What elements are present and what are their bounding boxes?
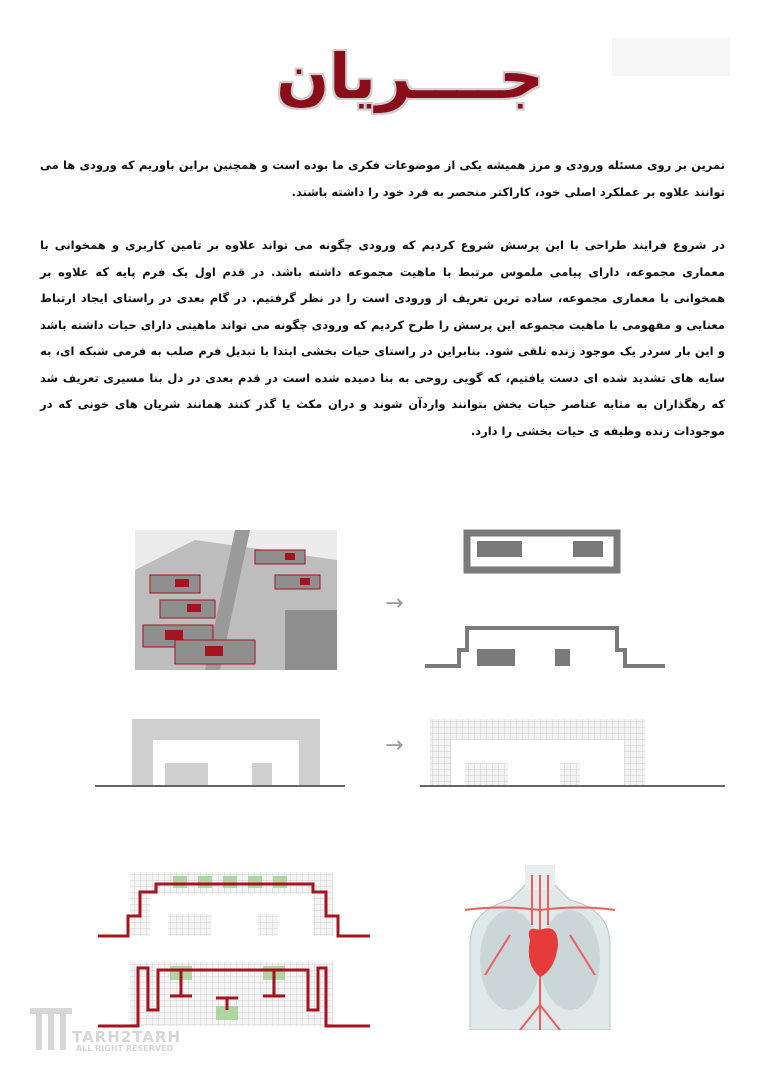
watermark bbox=[28, 1000, 188, 1058]
grid-gate-diagram bbox=[420, 715, 725, 790]
process-paragraph: در شروع فرایند طراحی با این پرسش شروع کردیم که ورودی چگونه می تواند علاوه بر تامین کاربری و همخوانی با معماری مجموعه، دارای پیامی ملموس مرتبط با ماهیت مجموعه داشته باشد. در قدم اول یک فرم پایه که علاوه بر همخوانی با معماری مجموعه، ساده ترین تعریف از ورودی است را در نظر گرفتیم. در گام بعدی در راستای ایجاد ارتباط معنایی و مفهومی با ماهیت مجموعه این پرسش را طرح کردیم که ورودی چگونه می تواند ماهیتی دارای حیات داشته باشد و این بار سردر یک موجود زنده تلقی شود. بنابراین در راستای حیات بخشی ابتدا با تبدیل فرم صلب به فرمی شبکه ای، به سایه های تشدید شده ای دست یافتیم، که گویی روحی به بنا دمیده شده است در قدم بعدی در دل بنا مسیری تعریف شد که رهگذاران به مثابه عناصر حیات بخش بتوانند واردآن شوند و دران مکث یا گذر کنند همانند شریان های خونی که در موجودات زنده وظیفه ی حیات بخشی را دارد. bbox=[40, 238, 725, 438]
watermark-brand: TARH2TARH bbox=[72, 1028, 181, 1046]
pillar-logo-icon bbox=[28, 1004, 74, 1054]
circulatory-system-illustration bbox=[440, 865, 640, 1030]
solid-gate-diagram bbox=[95, 715, 345, 790]
faded-logo bbox=[612, 38, 730, 76]
base-form-diagram bbox=[425, 525, 665, 670]
site-photo bbox=[135, 530, 337, 670]
page-title bbox=[255, 38, 565, 118]
watermark-rights: ALL RIGHT RESERVED bbox=[76, 1044, 174, 1053]
arrow-right-icon: → bbox=[385, 591, 404, 616]
page-title-text: جــــریان bbox=[276, 40, 544, 113]
intro-paragraph: تمرین بر روی مسئله ورودی و مرز همیشه یکی از موضوعات فکری ما بوده است و همچنین براین باوریم که ورودی ها می توانند علاوه بر عملکرد اصلی خود، کاراکتر منحصر به فرد خود را داشته باشند. bbox=[40, 158, 725, 199]
arrow-right-icon: → bbox=[385, 733, 404, 758]
circulation-diagram-top bbox=[98, 868, 370, 943]
